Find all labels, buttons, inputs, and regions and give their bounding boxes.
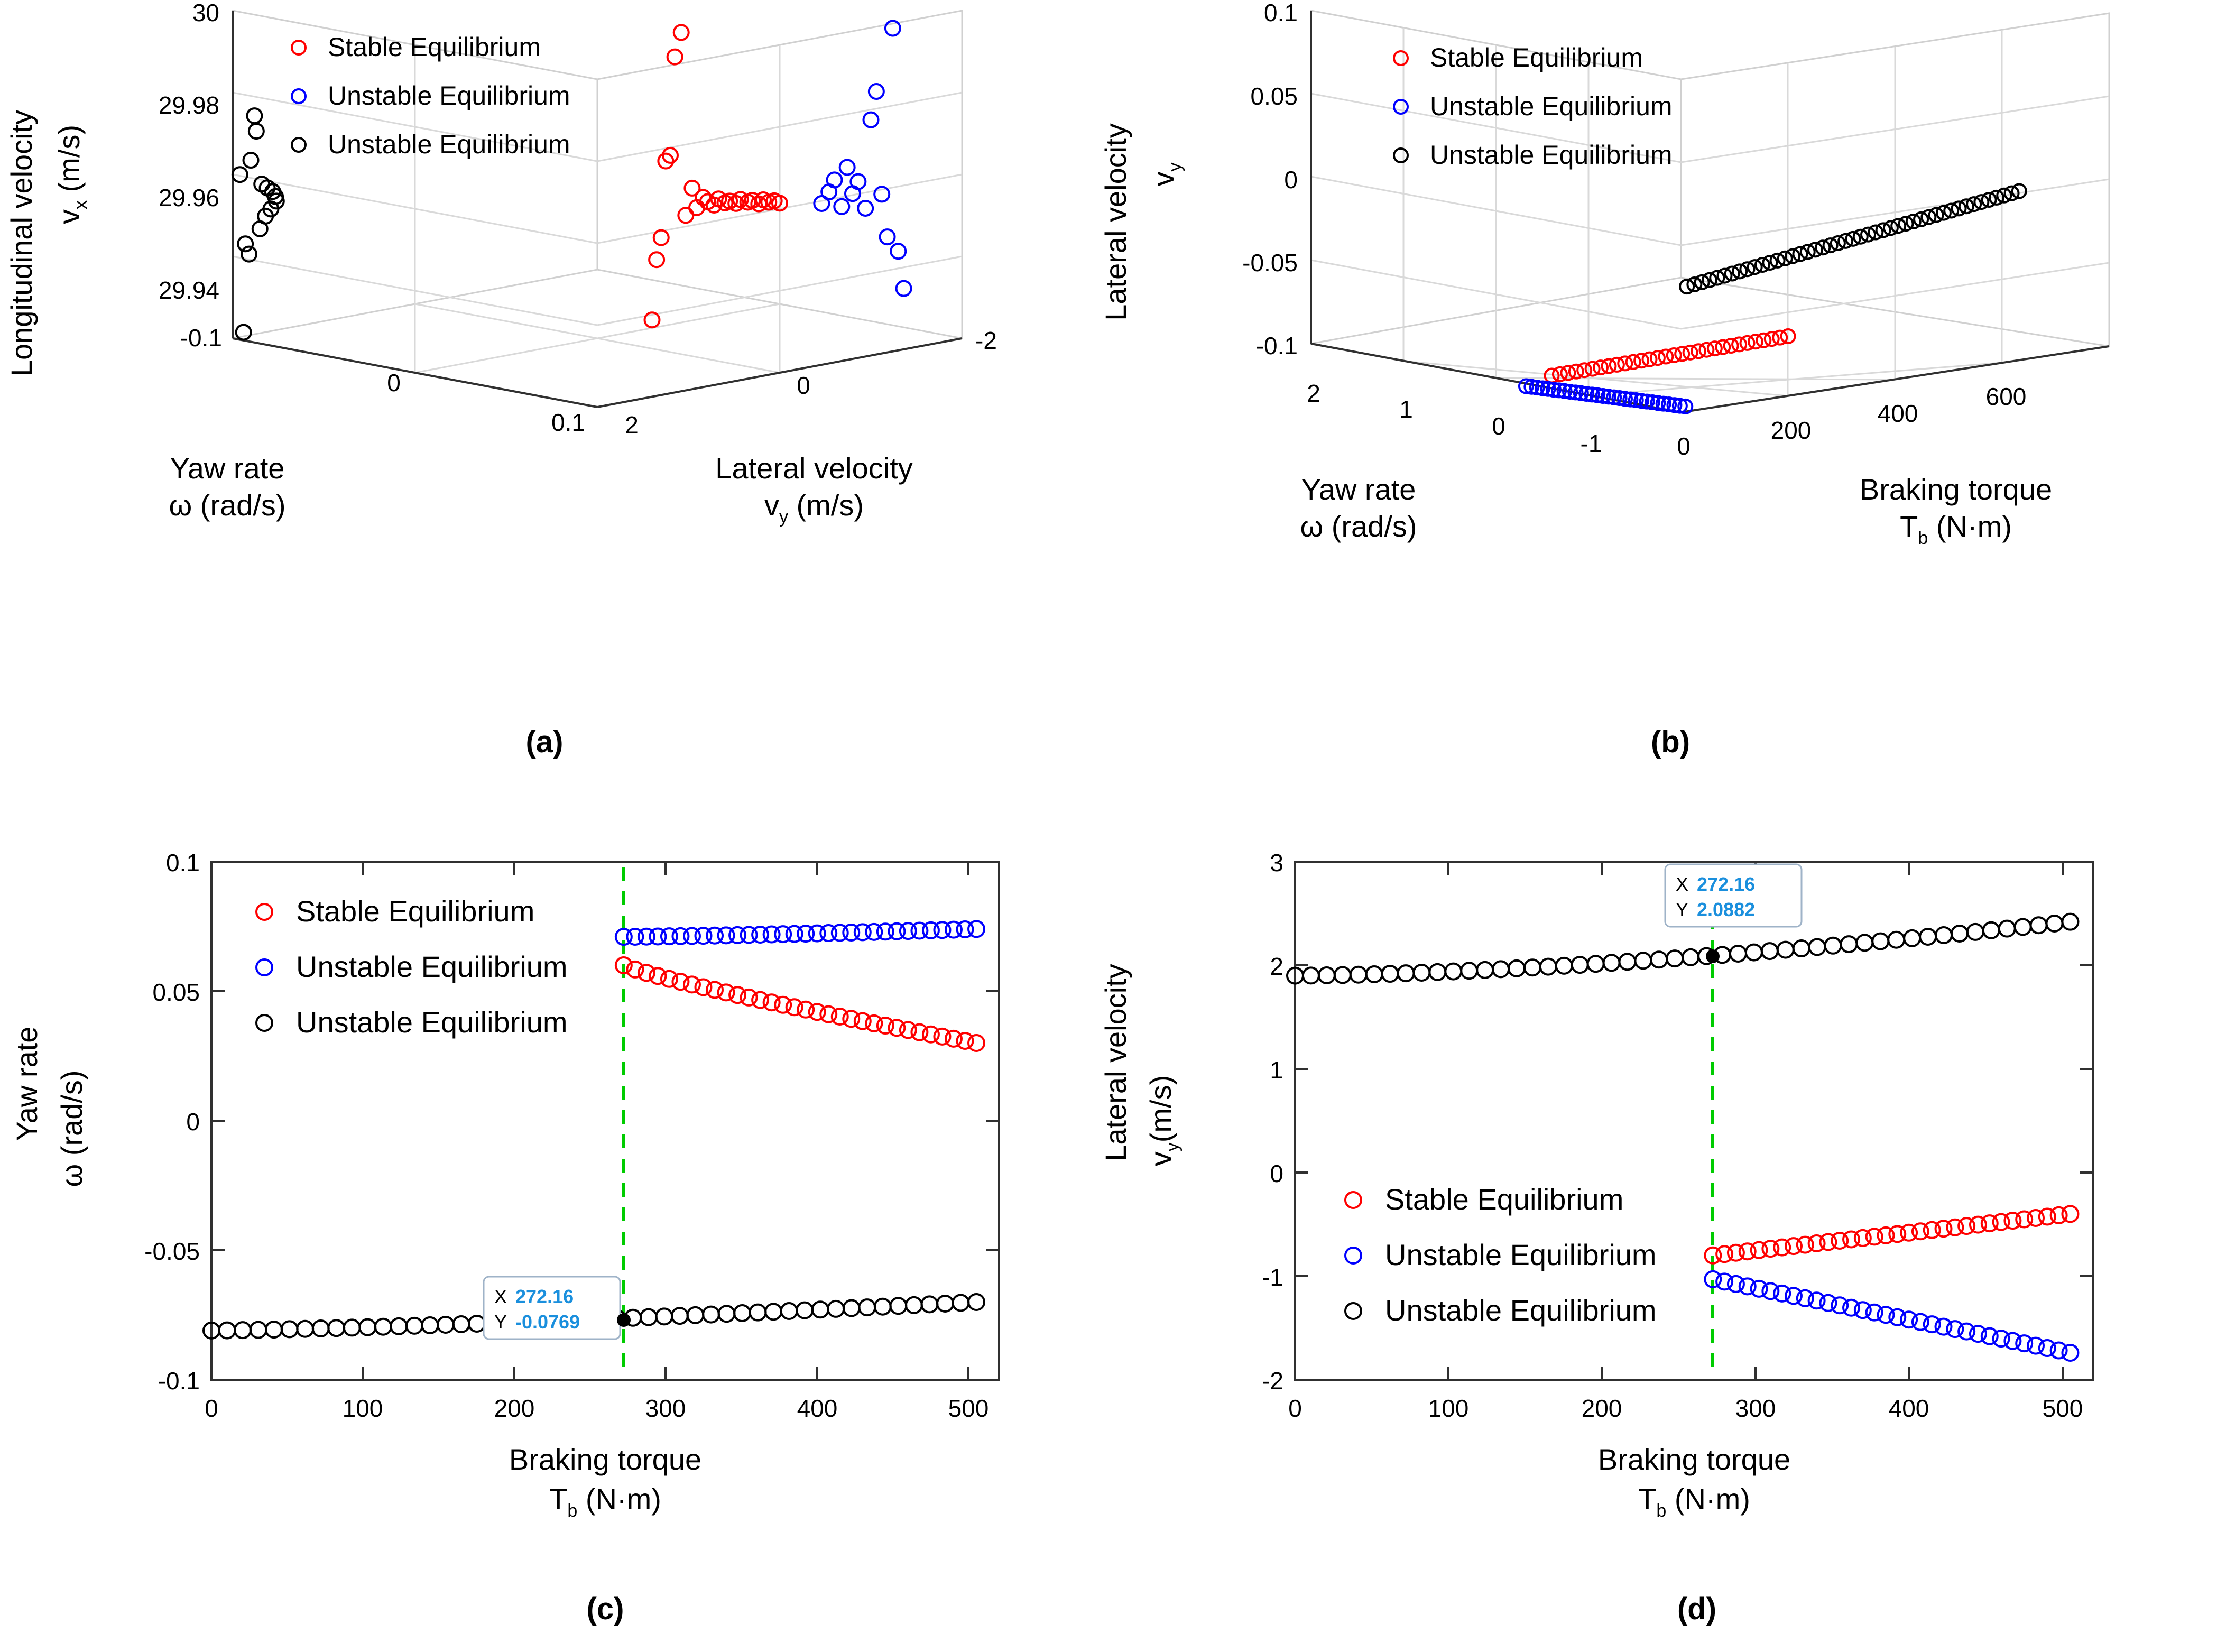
tick-x-200-d: 200 [1581, 1395, 1622, 1422]
tick-z-2998-a: 29.98 [158, 91, 219, 119]
panel-label-a: (a) [525, 725, 564, 759]
axis-y-v-d: v [1144, 1151, 1177, 1167]
axis-y-sub-d: y [1162, 1142, 1183, 1152]
tick-y-01-c: 0.1 [166, 849, 200, 876]
axis-x-rest-c: (N·m) [577, 1482, 661, 1516]
axis-title-y-b: Braking torque [1859, 473, 2053, 506]
tick-z-n01-b: -0.1 [1255, 332, 1298, 359]
tick-y-2-d: 2 [1270, 953, 1283, 980]
legend-label-stable-b: Stable Equilibrium [1430, 43, 1643, 72]
axis-title-z-unit-a [52, 125, 91, 224]
data-cursor-x-value-c: 272.16 [515, 1286, 574, 1307]
tick-x-01-a: 0.1 [551, 409, 585, 436]
tick-y-0-c: 0 [186, 1108, 200, 1136]
axis-title-y-unit-a [764, 488, 864, 527]
panel-c-plot [0, 835, 1078, 1652]
tick-x-300-c: 300 [645, 1395, 686, 1422]
panel-label-b: (b) [1650, 725, 1691, 759]
legend-b [1394, 43, 1673, 170]
tick-y-3-d: 3 [1270, 849, 1283, 876]
tick-x-n1-b: -1 [1580, 430, 1602, 457]
axis-title-x-unit-b: ω (rad/s) [1300, 510, 1417, 543]
legend-label-unstable2-d: Unstable Equilibrium [1385, 1294, 1657, 1327]
tick-z-n005-b: -0.05 [1242, 249, 1298, 276]
tick-x-2-b: 2 [1307, 380, 1320, 407]
tick-y-600-b: 600 [1985, 383, 2027, 410]
panel-b [1089, 0, 2215, 767]
axis-y-v-a: v [764, 488, 779, 522]
panel-d [1089, 835, 2215, 1652]
data-cursor-point-d [1706, 949, 1720, 963]
tick-x-n01-a: -0.1 [180, 324, 222, 352]
axis-title-z-b [1099, 123, 1185, 321]
tick-y-005-c: 0.05 [152, 979, 200, 1006]
axis-title-x-d: Braking torque [1597, 1443, 1791, 1476]
axis-title-y-c: Yaw rate [10, 1026, 43, 1141]
tick-y-n005-c: -0.05 [144, 1238, 200, 1265]
axis-y-t-b: T [1900, 510, 1918, 543]
tick-y-n2-a: -2 [975, 327, 997, 354]
tick-x-200-c: 200 [494, 1395, 535, 1422]
panel-c [0, 835, 1078, 1652]
legend-label-unstable1-c: Unstable Equilibrium [296, 950, 568, 983]
data-cursor-x-label-d: X [1676, 873, 1689, 895]
tick-z-0-b: 0 [1284, 166, 1298, 193]
tick-y-n01-c: -0.1 [158, 1367, 200, 1395]
data-point [668, 50, 682, 64]
axis-x-t-d: T [1638, 1482, 1657, 1516]
data-cursor-x-label-c: X [494, 1286, 507, 1307]
legend-d [1345, 1183, 1657, 1327]
data-cursor-x-value-d: 272.16 [1697, 873, 1756, 895]
data-point [674, 25, 689, 40]
tick-x-100-d: 100 [1428, 1395, 1469, 1422]
axis-title-y-unit-c: ω (rad/s) [55, 1070, 88, 1187]
panel-b-plot [1089, 0, 2215, 767]
axis-title-y-unit-d [1144, 1075, 1183, 1167]
panel-label-d: (d) [1677, 1592, 1717, 1626]
axis-title-y-unit-b [1900, 510, 2012, 548]
tick-x-0-a: 0 [387, 369, 401, 396]
axis-y-sub-b: b [1918, 528, 1928, 548]
axis-z-rest-a: (m/s) [52, 124, 86, 201]
axes-3d-grid-a [233, 11, 962, 407]
data-cursor-d[interactable] [1665, 864, 1802, 927]
axis-title-x-a: Yaw rate [170, 451, 285, 485]
tick-x-0-b: 0 [1492, 412, 1505, 440]
axis-title-y-a: Lateral velocity [715, 451, 913, 485]
tick-x-0-c: 0 [205, 1395, 218, 1422]
legend-label-stable-d: Stable Equilibrium [1385, 1183, 1624, 1216]
legend-label-unstable2-c: Unstable Equilibrium [296, 1005, 568, 1039]
tick-x-500-c: 500 [948, 1395, 989, 1422]
tick-y-400-b: 400 [1877, 400, 1918, 427]
data-cursor-y-label-c: Y [494, 1311, 507, 1333]
panel-a-plot [0, 0, 1078, 767]
axis-title-x-unit-d [1638, 1482, 1750, 1521]
axis-title-z-text-b: Lateral velocity [1099, 123, 1132, 321]
legend-a [292, 32, 570, 159]
axis-y-rest-a: (m/s) [788, 488, 864, 522]
axis-x-sub-c: b [567, 1501, 578, 1521]
axis-title-x-c: Braking torque [509, 1443, 702, 1476]
axis-title-z-a [5, 110, 91, 376]
tick-x-400-c: 400 [797, 1395, 838, 1422]
legend-label-unstable1-a: Unstable Equilibrium [328, 81, 570, 110]
data-cursor-y-value-c: -0.0769 [515, 1311, 580, 1333]
tick-y-0-b: 0 [1677, 432, 1691, 460]
axis-title-z-unit-b [1147, 163, 1185, 187]
panel-a [0, 0, 1078, 767]
tick-y-200-b: 200 [1770, 417, 1812, 444]
tick-y-n2-d: -2 [1262, 1367, 1283, 1395]
panel-d-plot [1089, 835, 2215, 1652]
axis-title-x-unit-c [549, 1482, 661, 1521]
tick-x-400-d: 400 [1888, 1395, 1929, 1422]
tick-z-2996-a: 29.96 [158, 184, 219, 211]
data-cursor-y-label-d: Y [1676, 899, 1689, 920]
tick-z-005-b: 0.05 [1250, 82, 1298, 110]
tick-x-500-d: 500 [2042, 1395, 2083, 1422]
panel-label-c: (c) [586, 1592, 624, 1626]
axis-y-rest-d: (m/s) [1144, 1075, 1177, 1143]
data-cursor-point-c [617, 1313, 631, 1327]
axis-y-rest-b: (N·m) [1928, 510, 2012, 543]
legend-label-unstable1-d: Unstable Equilibrium [1385, 1238, 1657, 1271]
legend-label-stable-c: Stable Equilibrium [296, 894, 535, 928]
axis-y-sub-a: y [779, 507, 788, 527]
tick-z-30-a: 30 [192, 0, 219, 26]
tick-z-2994-a: 29.94 [158, 276, 219, 304]
legend-c [256, 894, 568, 1039]
axis-title-z-text-a: Longitudinal velocity [5, 109, 38, 377]
legend-label-unstable1-b: Unstable Equilibrium [1430, 91, 1673, 121]
axis-z-sub-b: y [1165, 162, 1185, 172]
axis-z-v-b: v [1147, 171, 1180, 187]
tick-x-1-b: 1 [1399, 395, 1413, 423]
axis-x-rest-d: (N·m) [1666, 1482, 1750, 1516]
tick-x-0-d: 0 [1288, 1395, 1302, 1422]
legend-label-unstable2-b: Unstable Equilibrium [1430, 140, 1673, 170]
axis-x-t-c: T [549, 1482, 568, 1516]
axis-title-x-unit-a: ω (rad/s) [169, 488, 286, 522]
tick-y-0-a: 0 [797, 372, 810, 399]
tick-z-01-b: 0.1 [1264, 0, 1298, 26]
tick-x-100-c: 100 [342, 1395, 383, 1422]
legend-label-stable-a: Stable Equilibrium [328, 32, 541, 62]
axis-title-x-b: Yaw rate [1301, 473, 1416, 506]
axis-x-sub-d: b [1656, 1501, 1667, 1521]
axis-title-y-d: Lateral velocity [1099, 964, 1132, 1161]
legend-label-unstable2-a: Unstable Equilibrium [328, 130, 570, 159]
axis-z-v-a: v [52, 209, 86, 225]
tick-y-n1-d: -1 [1262, 1263, 1283, 1291]
tick-y-2-a: 2 [625, 411, 639, 439]
data-cursor-c[interactable] [484, 1277, 620, 1339]
tick-x-300-d: 300 [1735, 1395, 1776, 1422]
axis-z-sub-a: x [71, 200, 91, 210]
tick-y-0-d: 0 [1270, 1160, 1283, 1187]
tick-y-1-d: 1 [1270, 1056, 1283, 1084]
data-cursor-y-value-d: 2.0882 [1697, 899, 1756, 920]
